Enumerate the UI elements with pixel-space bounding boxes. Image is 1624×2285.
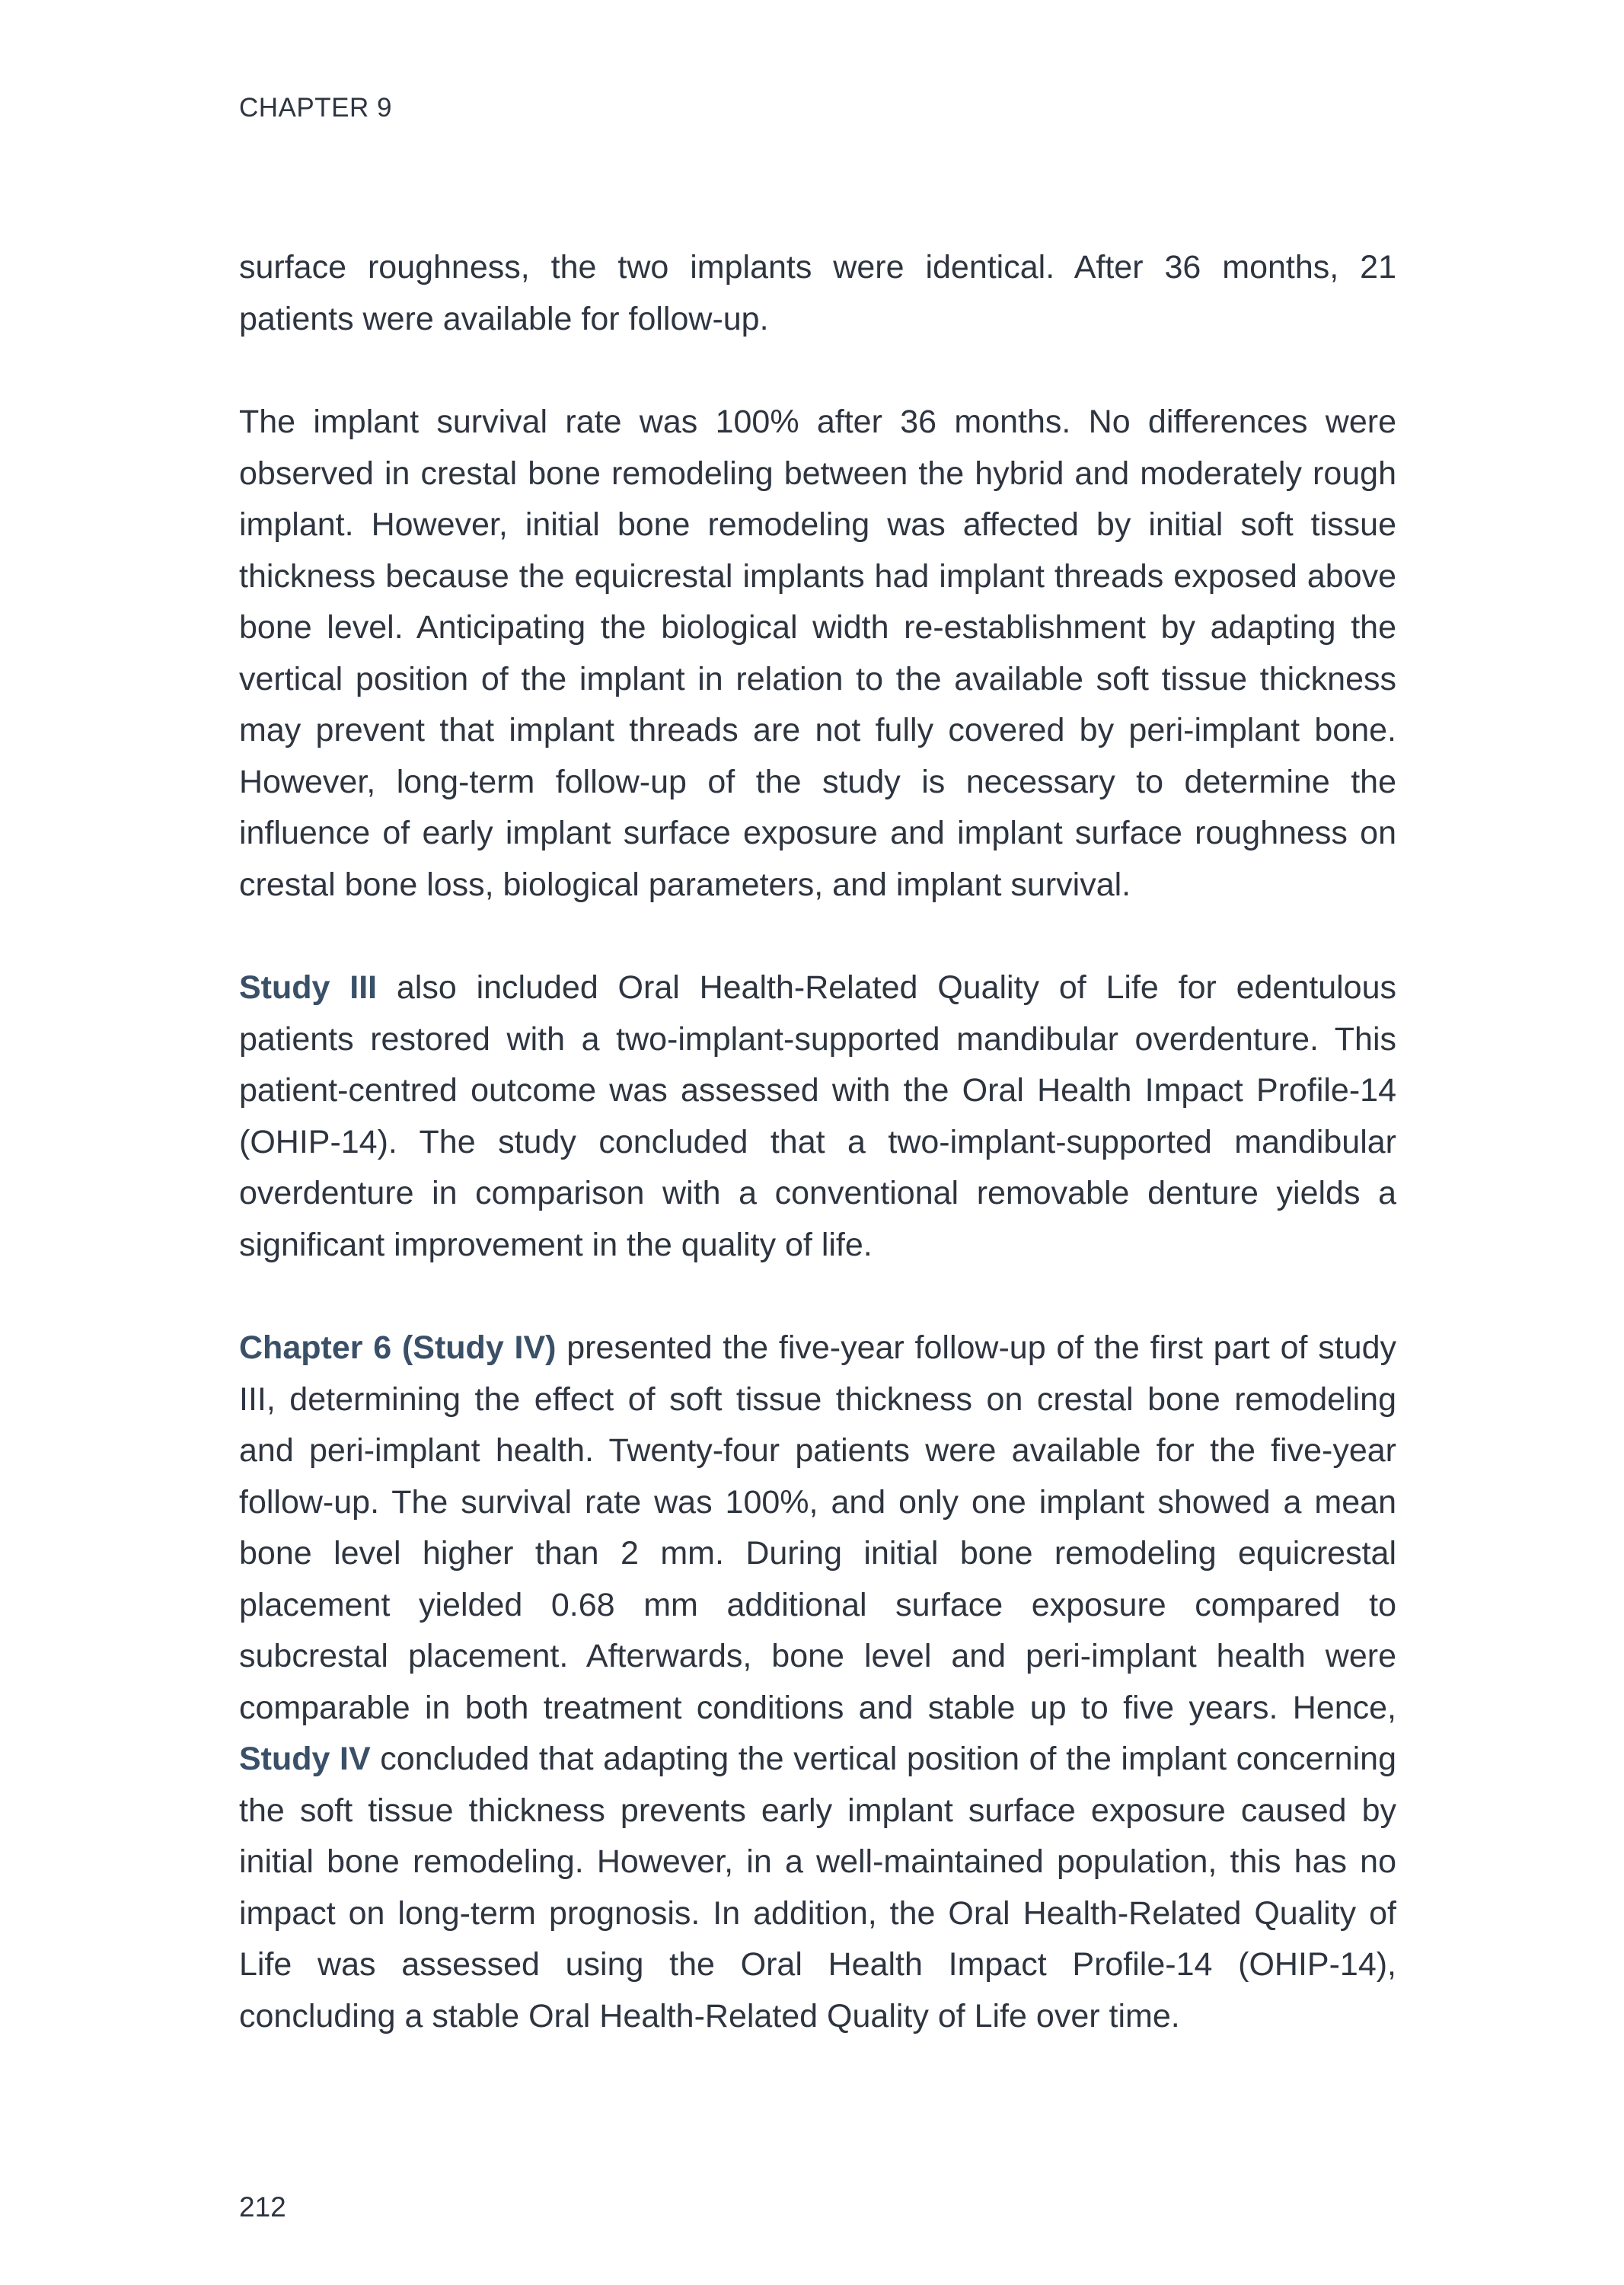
paragraph-4 xyxy=(239,1323,1396,2042)
running-head: CHAPTER 9 xyxy=(239,93,392,123)
paragraph-4-text-b: concluded that adapting the vertical position of the implant concerning the soft tissue thickness prevents early implant surface exposure caused by initial bone remodeling. However, in a well-maintained population, this has no impact on long-term prognosis. In addition, the Oral Health-Related Quality of Life was assessed using the Oral Health Impact Profile-14 (OHIP-14), concluding a stable Oral Health-Related Quality of Life over time. xyxy=(239,1741,1396,2034)
paragraph-1 xyxy=(239,242,1396,345)
chapter-6-label: Chapter 6 (Study IV) xyxy=(239,1329,557,1366)
page-number: 212 xyxy=(239,2191,286,2223)
paragraph-3-text: also included Oral Health-Related Quality of Life for edentulous patients restored with a two-implant-supported mandibular overdenture. This patient-centred outcome was assessed with the Oral Health Impact Profile-14 (OHIP-14). The study concluded that a two-implant-supported mandibular overdenture in comparison with a conventional removable denture yields a significant improvement in the quality of life. xyxy=(239,969,1397,1263)
paragraph-1-text: surface roughness, the two implants were identical. After 36 months, 21 patients were available for follow-up. xyxy=(239,249,1396,337)
study-iii-label: Study III xyxy=(239,969,378,1006)
paragraph-4-text-a: presented the five-year follow-up of the first part of study III, determining the effect of soft tissue thickness on crestal bone remodeling and peri-implant health. Twenty-four patients were available for the five-year follow-up. The survival rate was 100%, and only one implant showed a mean bone level higher than 2 mm. During initial bone remodeling equicrestal placement yielded 0.68 mm additional surface exposure compared to subcrestal placement. Afterwards, bone level and peri-implant health were comparable in both treatment conditions and stable up to five years. Hence, xyxy=(239,1329,1396,1726)
body-text xyxy=(239,242,1396,2094)
paragraph-2 xyxy=(239,397,1396,911)
study-iv-label: Study IV xyxy=(239,1741,371,1777)
paragraph-3 xyxy=(239,962,1396,1271)
paragraph-2-text: The implant survival rate was 100% after 36 months. No differences were observed in crestal bone remodeling between the hybrid and moderately rough implant. However, initial bone remodeling was affected by initial soft tissue thickness because the equicrestal implants had implant threads exposed above bone level. Anticipating the biological width re-establishment by adapting the vertical position of the implant in relation to the available soft tissue thickness may prevent that implant threads are not fully covered by peri-implant bone. However, long-term follow-up of the study is necessary to determine the influence of early implant surface exposure and implant surface roughness on crestal bone loss, biological parameters, and implant survival. xyxy=(239,404,1396,903)
